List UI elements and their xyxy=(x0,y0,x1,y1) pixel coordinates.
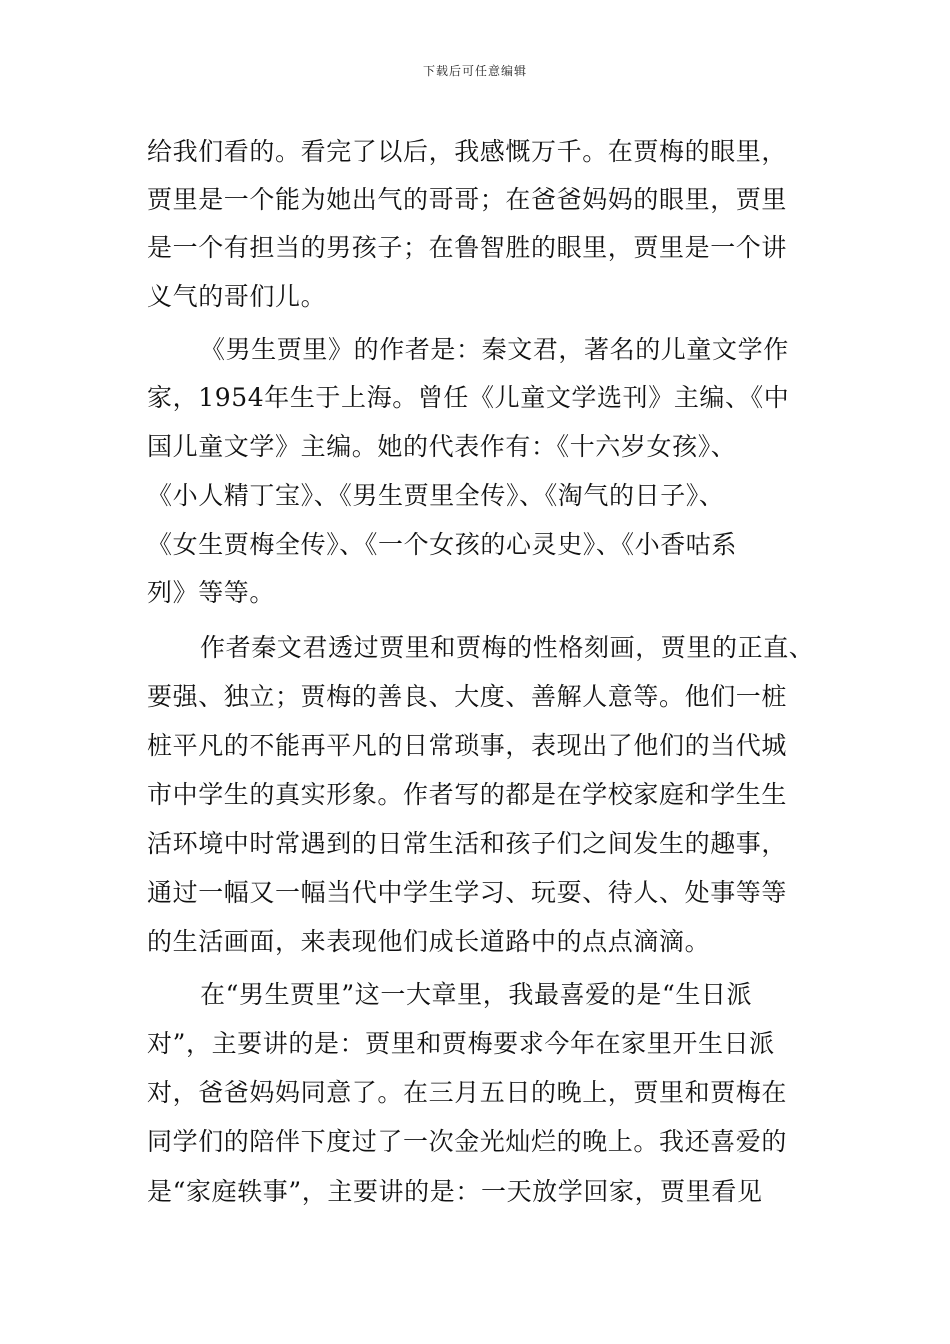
body-line: 对”，主要讲的是：贾里和贾梅要求今年在家里开生日派 xyxy=(147,1029,775,1058)
body-line: 是一个有担当的男孩子；在鲁智胜的眼里，贾里是一个讲 xyxy=(147,233,788,262)
body-line: 要强、独立；贾梅的善良、大度、善解人意等。他们一桩 xyxy=(147,682,788,711)
body-line: 《男生贾里》的作者是：秦文君，著名的儿童文学作 xyxy=(200,335,789,364)
body-line: 同学们的陪伴下度过了一次金光灿烂的晚上。我还喜爱的 xyxy=(147,1127,788,1156)
page-header: 下载后可任意编辑 xyxy=(422,64,527,78)
body-line: 桩平凡的不能再平凡的日常琐事，表现出了他们的当代城 xyxy=(147,731,788,760)
body-line: 作者秦文君透过贾里和贾梅的性格刻画，贾里的正直、 xyxy=(200,633,815,662)
body-line: 列》等等。 xyxy=(147,578,276,607)
body-line: 在“男生贾里”这一大章里，我最喜爱的是“生日派 xyxy=(200,980,753,1009)
body-line: 是“家庭轶事”，主要讲的是：一天放学回家，贾里看见 xyxy=(147,1177,763,1206)
body-line: 国儿童文学》主编。她的代表作有：《十六岁女孩》、 xyxy=(147,432,737,461)
body-line: 的生活画面，来表现他们成长道路中的点点滴滴。 xyxy=(147,927,711,956)
body-line: 对，爸爸妈妈同意了。在三月五日的晚上，贾里和贾梅在 xyxy=(147,1078,788,1107)
body-line: 《女生贾梅全传》、《一个女孩的心灵史》、《小香咕系 xyxy=(147,530,738,559)
body-line: 给我们看的。看完了以后，我感慨万千。在贾梅的眼里， xyxy=(147,137,788,166)
body-line: 义气的哥们儿。 xyxy=(147,282,327,311)
body-line: 《小人精丁宝》、《男生贾里全传》、《淘气的日子》、 xyxy=(147,481,725,510)
body-line: 贾里是一个能为她出气的哥哥；在爸爸妈妈的眼里，贾里 xyxy=(147,185,788,214)
body-line: 市中学生的真实形象。作者写的都是在学校家庭和学生生 xyxy=(147,780,788,809)
body-line: 活环境中时常遇到的日常生活和孩子们之间发生的趣事， xyxy=(147,829,788,858)
body-line: 家，1954年生于上海。曾任《儿童文学选刊》主编、《中 xyxy=(147,383,790,412)
body-line: 通过一幅又一幅当代中学生学习、玩耍、待人、处事等等 xyxy=(147,878,788,907)
